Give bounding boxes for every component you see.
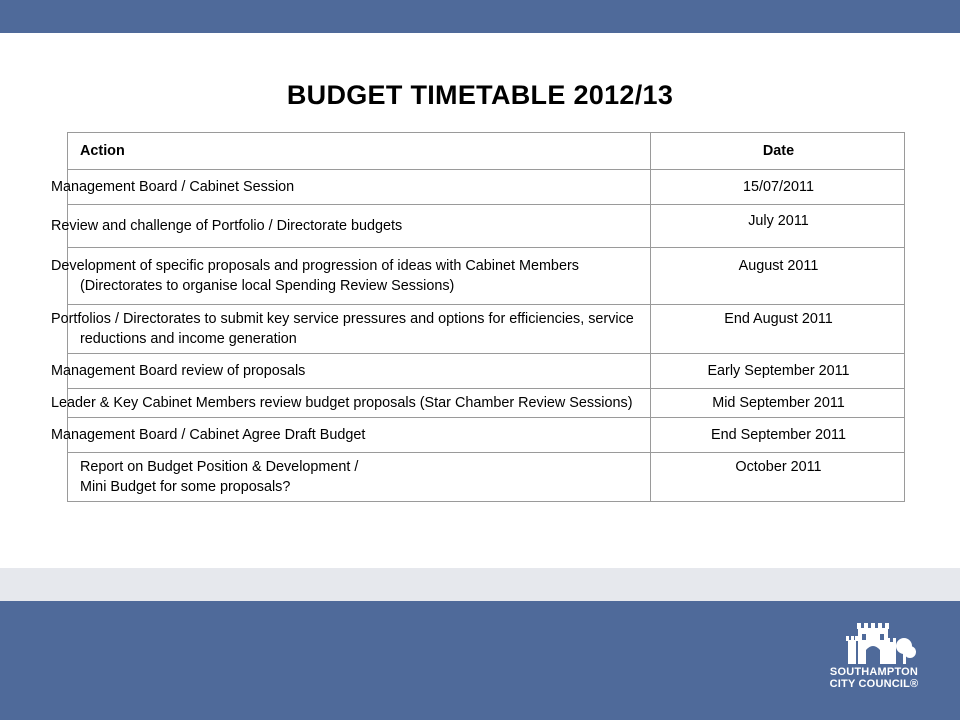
row-date: Early September 2011 [651, 354, 905, 389]
row-date: Mid September 2011 [651, 389, 905, 418]
header-date: Date [651, 133, 905, 170]
row-date: October 2011 [651, 453, 905, 502]
budget-timetable [51, 132, 905, 502]
top-band [0, 0, 960, 33]
logo-line-2 [826, 678, 922, 690]
table-row [68, 418, 905, 453]
row-action [68, 453, 651, 502]
row-action-line: Report on Budget Position & Development / [80, 459, 359, 475]
slide-title: BUDGET TIMETABLE 2012/13 [286, 80, 674, 110]
grey-band [0, 568, 960, 601]
table-row [68, 170, 905, 205]
table-row [68, 248, 905, 305]
row-action: Management Board / Cabinet Session [68, 170, 651, 205]
table-header-row [68, 133, 905, 170]
council-logo-text [826, 666, 922, 690]
row-date: July 2011 [651, 205, 905, 248]
row-date: End September 2011 [651, 418, 905, 453]
table-row [68, 389, 905, 418]
table-row [68, 453, 905, 502]
row-action: Leader & Key Cabinet Members review budget proposals (Star Chamber Review Sessions) [68, 389, 651, 418]
table-row [68, 354, 905, 389]
row-action: Management Board review of proposals [68, 354, 651, 389]
logo-line-1: SOUTHAMPTON [829, 666, 919, 678]
logo-line-2-text: CITY COUNCIL [829, 678, 911, 690]
table-row [68, 305, 905, 354]
row-action: Portfolios / Directorates to submit key service pressures and options for efficiencies, service reductions and income generation [68, 305, 651, 354]
row-action-line: Mini Budget for some proposals? [80, 479, 291, 495]
row-action: Development of specific proposals and progression of ideas with Cabinet Members (Directorates to organise local Spending Review Sessions) [68, 248, 651, 305]
table-row [68, 205, 905, 248]
registered-mark: ® [910, 678, 919, 690]
row-date: 15/07/2011 [651, 170, 905, 205]
row-action: Review and challenge of Portfolio / Directorate budgets [68, 205, 651, 248]
bottom-band [0, 601, 960, 720]
row-action: Management Board / Cabinet Agree Draft Budget [68, 418, 651, 453]
row-date: End August 2011 [651, 305, 905, 354]
header-action: Action [68, 133, 651, 170]
row-date: August 2011 [651, 248, 905, 305]
